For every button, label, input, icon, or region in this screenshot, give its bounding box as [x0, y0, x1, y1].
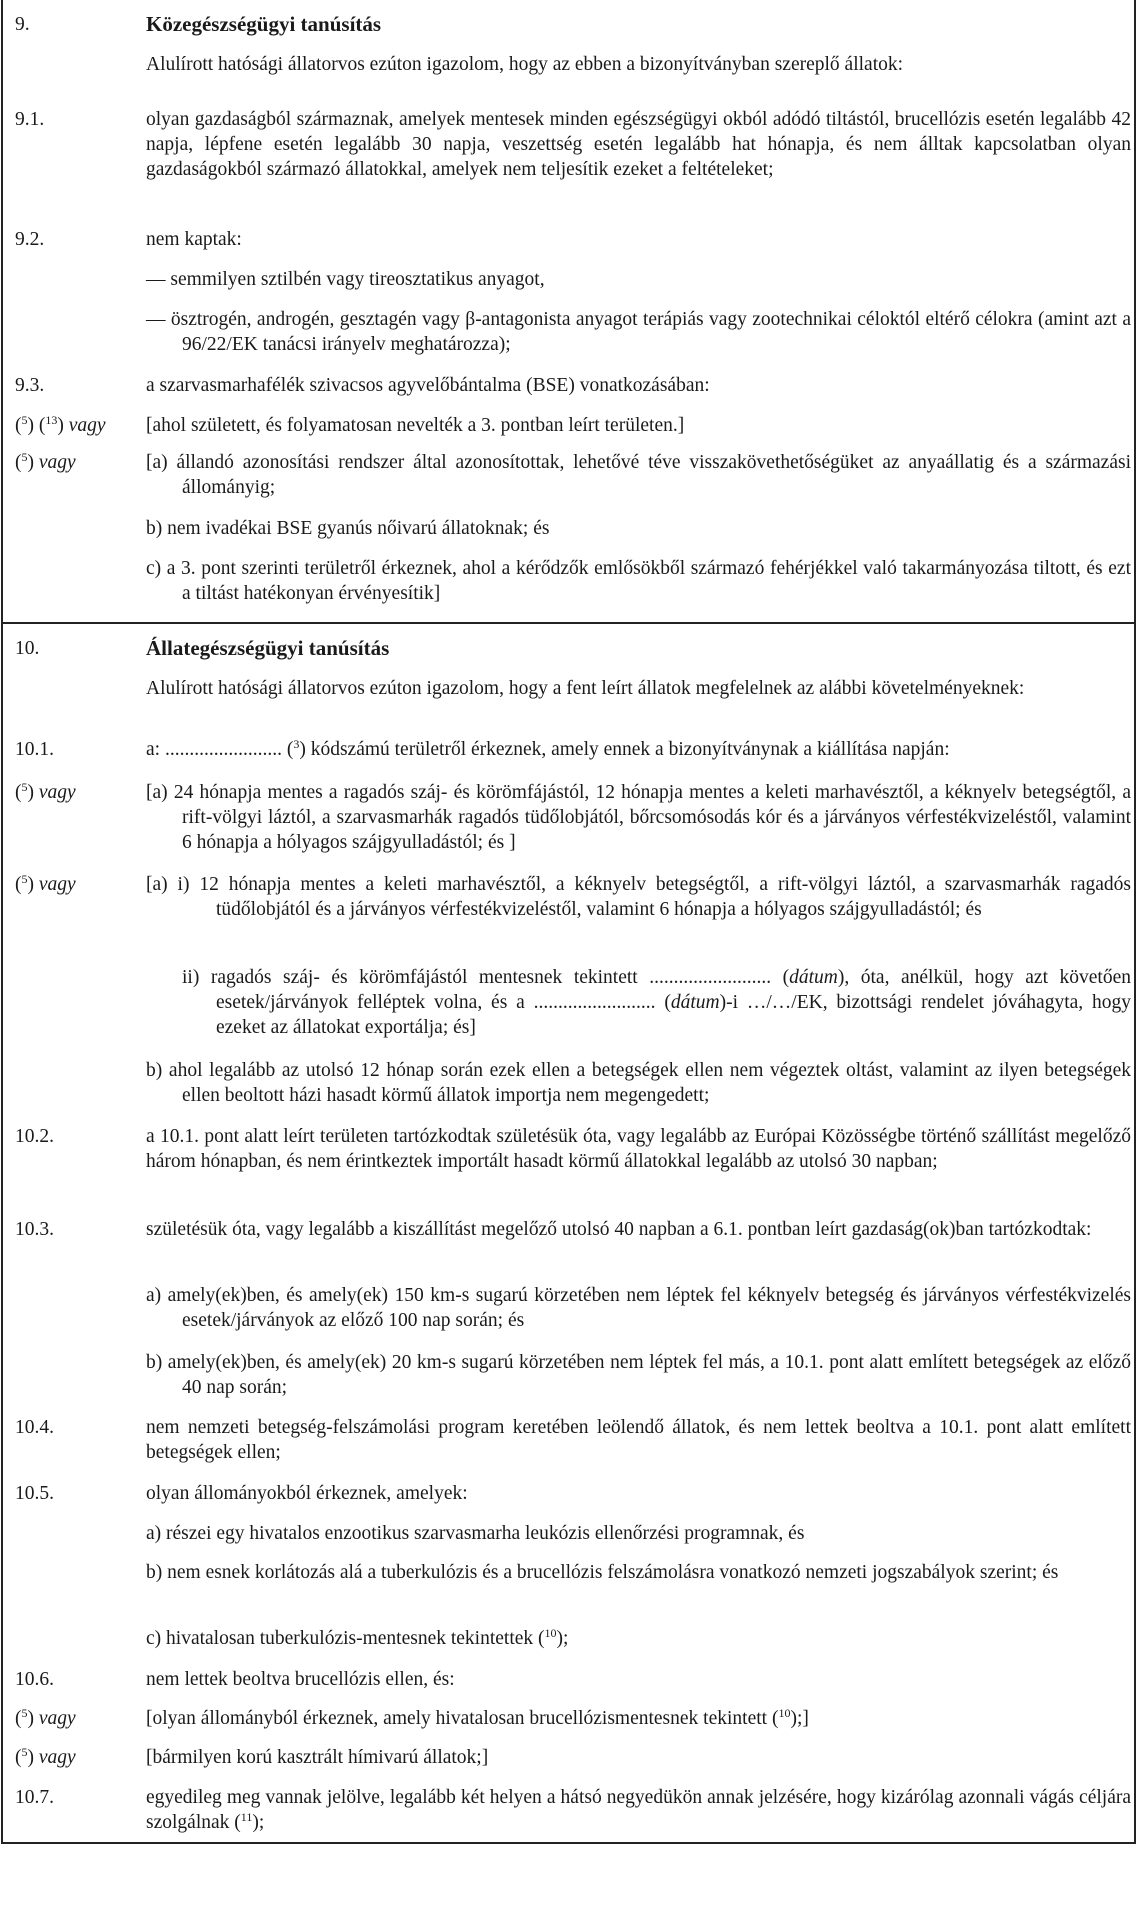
option-label: ($^5$) vagy: [15, 1706, 76, 1729]
paragraph-10-7-number: 10.7.: [15, 1787, 54, 1808]
paragraph-9-3-text: a szarvasmarhafélék szivacsos agyvelőbántalma (BSE) vonatkozásában:: [146, 375, 710, 396]
paragraph-9-1-text: olyan gazdaságból származnak, amelyek mentesek minden egészségügyi okból adódó tiltástól, brucellózis esetén legalább 42 napja, lépfene esetén legalább 30 napja, veszettség esetén legalább hat hónapja, és nem álltak kapcsolatban olyan gazdaságokból származó állatokkal, amelyek nem teljesítik ezeket a feltételeket;: [146, 109, 1131, 180]
paragraph-10-4-text: nem nemzeti betegség-felszámolási program keretében leölendő állatok, és nem lettek beoltva a 10.1. pont alatt említett betegségek ellen;: [146, 1417, 1131, 1463]
sub-item-a: a) amely(ek)ben, és amely(ek) 150 km-s sugarú körzetében nem léptek fel kéknyelv betegség és járványos vérfestékvizelés esetek/járványok az előző 100 nap során; és: [146, 1285, 1131, 1331]
paragraph-10-6-text: nem lettek beoltva brucellózis ellen, és:: [146, 1669, 455, 1690]
paragraph-9-3-number: 9.3.: [15, 375, 45, 396]
paragraph-9-1-number: 9.1.: [15, 109, 45, 130]
option-label: ($^5$) vagy: [15, 450, 76, 473]
sub-item-c: c) hivatalosan tuberkulózis-mentesnek tekintettek ($^{10}$);: [146, 1626, 569, 1649]
paragraph-10-3-number: 10.3.: [15, 1219, 54, 1240]
paragraph-10-5-text: olyan állományokból érkeznek, amelyek:: [146, 1483, 468, 1504]
option-text-a: [a) állandó azonosítási rendszer által azonosítottak, lehetővé téve visszakövethetőségüket az anyaállatig és a származási állományig;: [146, 452, 1131, 498]
paragraph-10-1-text: a: ........................ ($^3$) kódszámú területről érkeznek, amely ennek a bizonyítványnak a kiállítása napján:: [146, 737, 950, 760]
option-text: [bármilyen korú kasztrált hímivarú állatok;]: [146, 1747, 489, 1768]
option-text-b: b) ahol legalább az utolsó 12 hónap során ezek ellen a betegségek ellen nem végeztek oltást, valamint az ilyen betegségek ellen beoltott házi hasadt körmű állatok importja nem megengedett;: [146, 1060, 1131, 1106]
paragraph-10-1-number: 10.1.: [15, 739, 54, 760]
paragraph-10-5-number: 10.5.: [15, 1483, 54, 1504]
sub-item-b: b) amely(ek)ben, és amely(ek) 20 km-s sugarú körzetében nem léptek fel más, a 10.1. pont alatt említett betegségek az előző 40 nap során;: [146, 1352, 1131, 1398]
dash-item: — ösztrogén, androgén, gesztagén vagy β-antagonista anyagot terápiás vagy zootechnikai céloktól eltérő célokra (amint azt a 96/22/EK tanácsi irányelv meghatározza);: [146, 309, 1131, 355]
sub-item-a: a) részei egy hivatalos enzootikus szarvasmarha leukózis ellenőrzési programnak, és: [146, 1523, 805, 1544]
paragraph-9-2-number: 9.2.: [15, 229, 45, 250]
option-label: ($^5$) vagy: [15, 780, 76, 803]
section-10-title: Állategészségügyi tanúsítás: [146, 636, 390, 660]
section-9-title: Közegészségügyi tanúsítás: [146, 12, 382, 36]
paragraph-10-2-text: a 10.1. pont alatt leírt területen tartózkodtak születésük óta, vagy legalább az Európai Közösségbe történő szállítást megelőző három hónapban, és nem érintkeztek importált hasadt körmű állatokkal legalább az utolsó 30 napban;: [146, 1126, 1131, 1172]
option-label: ($^5$) vagy: [15, 872, 76, 895]
dash-item: — semmilyen sztilbén vagy tireosztatikus anyagot,: [146, 269, 545, 290]
option-text-i: [a) i) 12 hónapja mentes a keleti marhavésztől, a kéknyelv betegségtől, a rift-völgyi láztól, a szarvasmarhák ragadós tüdőlobjától és a járványos vérfestékvizeléstől, valamint 6 hónapja a hólyagos szájgyulladástól; és: [146, 874, 1131, 920]
section-9-intro-text: Alulírott hatósági állatorvos ezúton igazolom, hogy az ebben a bizonyítványban szereplő állatok:: [146, 54, 904, 75]
paragraph-10-2-number: 10.2.: [15, 1126, 54, 1147]
certificate-frame: [1, 0, 1136, 1844]
section-10-intro-text: Alulírott hatósági állatorvos ezúton igazolom, hogy a fent leírt állatok megfelelnek az alábbi követelményeknek:: [146, 678, 1025, 699]
section-10-number: 10.: [15, 638, 40, 659]
option-text-c: c) a 3. pont szerinti területről érkeznek, ahol a kérődzők emlősökből származó fehérjékkel való takarmányozása tiltott, és ezt a tiltást hatékonyan érvényesítik]: [146, 558, 1131, 604]
paragraph-10-7-text: egyedileg meg vannak jelölve, legalább két helyen a hátsó negyedükön annak jelzésére, hogy kizárólag azonnali vágás céljára szolgálnak ($^{11}$);: [146, 1787, 1131, 1833]
option-label: ($^5$) vagy: [15, 1745, 76, 1768]
paragraph-10-6-number: 10.6.: [15, 1669, 54, 1690]
option-text-ii: ii) ragadós száj- és körömfájástól mentesnek tekintett ......................... (dátum), óta, anélkül, hogy azt követően esetek/járványok felléptek volna, és a ......................... (dátum)-i …/…/EK, bizottsági rendelet jóváhagyta, hogy ezeket az állatokat exportálja; és]: [182, 967, 1131, 1038]
section-divider: [3, 622, 1134, 624]
sub-item-b: b) nem esnek korlátozás alá a tuberkulózis és a brucellózis felszámolásra vonatkozó nemzeti jogszabályok szerint; és: [146, 1562, 1059, 1583]
paragraph-9-2-text: nem kaptak:: [146, 229, 242, 250]
option-label: ($^5$) ($^{13}$) vagy: [15, 413, 106, 436]
section-9-number: 9.: [15, 14, 30, 35]
option-text: [ahol született, és folyamatosan nevelték a 3. pontban leírt területen.]: [146, 415, 685, 436]
paragraph-10-4-number: 10.4.: [15, 1417, 54, 1438]
paragraph-10-3-text: születésük óta, vagy legalább a kiszállítást megelőző utolsó 40 napban a 6.1. pontban leírt gazdaság(ok)ban tartózkodtak:: [146, 1219, 1092, 1240]
option-text: [a) 24 hónapja mentes a ragadós száj- és körömfájástól, 12 hónapja mentes a keleti marhavésztől, a kéknyelv betegségtől, a rift-völgyi láztól, a szarvasmarhák ragadós tüdőlobjától, bőrcsomósodás kór és a járványos vérfestékvizeléstől, valamint 6 hónapja a hólyagos szájgyulladástól; és ]: [146, 782, 1131, 853]
option-text: [olyan állományból érkeznek, amely hivatalosan brucellózismentesnek tekintett ($^{10}$);]: [146, 1706, 809, 1729]
option-text-b: b) nem ivadékai BSE gyanús nőivarú állatoknak; és: [146, 518, 550, 539]
